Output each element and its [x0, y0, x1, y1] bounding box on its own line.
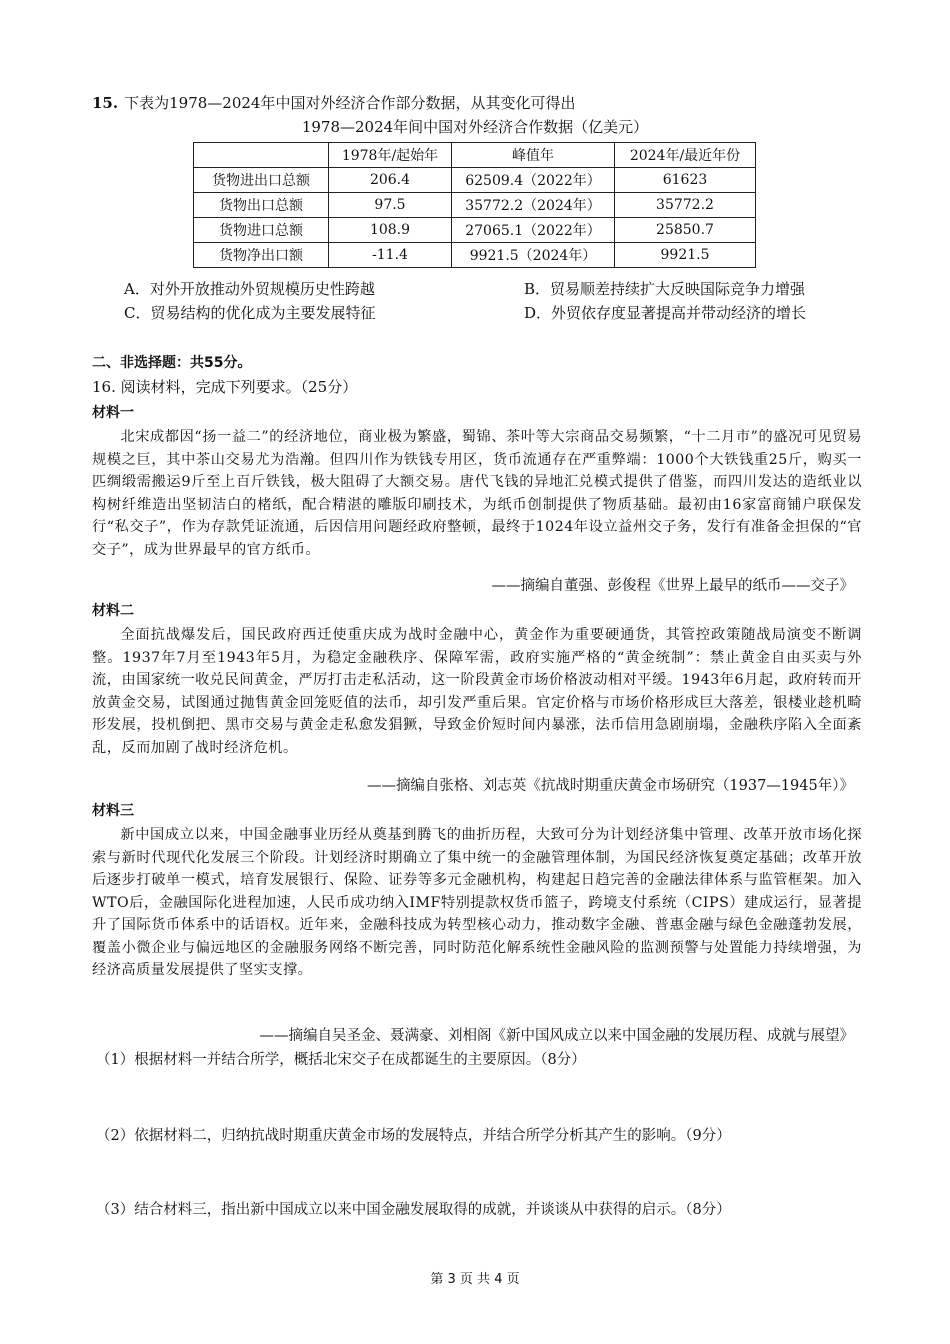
material-3-label: 材料三 [92, 803, 134, 819]
table-row [194, 168, 756, 193]
sub-question-3: （3）结合材料三，指出新中国成立以来中国金融发展取得的成就，并谈谈从中获得的启示。（8分） [96, 1202, 731, 1218]
table-cell: 25850.7 [615, 218, 756, 243]
table-cell: 27065.1（2022年） [452, 218, 615, 243]
table-cell: 35772.2 [615, 193, 756, 218]
table-row [194, 218, 756, 243]
table-cell: -11.4 [329, 243, 452, 268]
table-cell: 108.9 [329, 218, 452, 243]
table-cell: 35772.2（2024年） [452, 193, 615, 218]
question-15-stem [92, 92, 872, 114]
table-cell: 206.4 [329, 168, 452, 193]
material-1-text: 北宋成都因“扬一益二”的经济地位，商业极为繁盛，蜀锦、茶叶等大宗商品交易频繁，“十二月市”的盛况可见贸易规模之巨，其中茶山交易尤为浩瀚。但四川作为铁钱专用区，货币流通存在严重弊端：1000个大铁钱重25斤，购买一匹绸缎需搬运9斤至上百斤铁钱，极大阻碍了大额交易。唐代飞钱的异地汇兑模式提供了借鉴，而四川发达的造纸业以构树纤维造出坚韧洁白的楮纸，配合精湛的雕版印刷技术，为纸币创制提供了物质基础。最初由16家富商铺户联保发行“私交子”，作为存款凭证流通，后因信用问题经政府整顿，最终于1024年设立益州交子务，发行有准备金担保的“官交子”，成为世界最早的官方纸币。 [92, 429, 862, 558]
table-cell: 97.5 [329, 193, 452, 218]
option-a[interactable]: A．对外开放推动外贸规模历史性跨越 [124, 279, 375, 298]
table-cell: 9921.5（2024年） [452, 243, 615, 268]
table-row [194, 243, 756, 268]
material-2-source: ——摘编自张格、刘志英《抗战时期重庆黄金市场研究（1937—1945年）》 [366, 778, 854, 794]
option-c[interactable]: C．贸易结构的优化成为主要发展特征 [124, 303, 376, 322]
options-row [124, 300, 864, 324]
table-row [194, 193, 756, 218]
table-cell: 62509.4（2022年） [452, 168, 615, 193]
table-header-row [194, 143, 756, 168]
material-3-source: ——摘编自吴圣金、聂满豪、刘相阁《新中国风成立以来中国金融的发展历程、成就与展望》 [259, 1028, 854, 1044]
material-2-label: 材料二 [92, 603, 134, 619]
material-1-label: 材料一 [92, 405, 134, 421]
trade-data-table [193, 142, 756, 268]
option-b[interactable]: B．贸易顺差持续扩大反映国际竞争力增强 [524, 279, 806, 298]
material-3-text: 新中国成立以来，中国金融事业历经从奠基到腾飞的曲折历程，大致可分为计划经济集中管理、改革开放市场化探索与新时代现代化发展三个阶段。计划经济时期确立了集中统一的金融管理体制，为国民经济恢复奠定基础；改革开放后逐步打破单一模式，培育发展银行、保险、证券等多元金融机构，构建起日趋完善的金融法律体系与监管框架。加入WTO后，金融国际化进程加速，人民币成功纳入IMF特别提款权货币篮子，跨境支付系统（CIPS）建成运行，显著提升了国际货币体系中的话语权。近年来，金融科技成为转型核心动力，推动数字金融、普惠金融与绿色金融蓬勃发展，覆盖小微企业与偏远地区的金融服务网络不断完善，同时防范化解系统性金融风险的监测预警与处置能力持续增强，为经济高质量发展提供了坚实支撑。 [92, 827, 862, 978]
sub-question-1: （1）根据材料一并结合所学，概括北宋交子在成都诞生的主要原因。（8分） [96, 1052, 586, 1068]
answer-options [124, 276, 864, 324]
table-cell: 货物进口总额 [194, 218, 329, 243]
table-header-cell: 峰值年 [452, 143, 615, 168]
table-title: 1978—2024年间中国对外经济合作数据（亿美元） [301, 118, 649, 136]
material-2-text: 全面抗战爆发后，国民政府西迁使重庆成为战时金融中心，黄金作为重要硬通货，其管控政策随战局演变不断调整。1937年7月至1943年5月，为稳定金融秩序、保障军需，政府实施严格的“黄金统制”：禁止黄金自由买卖与外流，由国家统一收兑民间黄金，严厉打击走私活动，这一阶段黄金市场价格波动相对平缓。1943年6月起，政府转而开放黄金交易，试图通过抛售黄金回笼贬值的法币，却引发严重后果。官定价格与市场价格形成巨大落差，银楼业趁机畸形发展，投机倒把、黑市交易与黄金走私愈发猖獗，导致金价短时间内暴涨，法币信用急剧崩塌，金融秩序陷入全面紊乱，反而加剧了战时经济危机。 [92, 627, 862, 756]
table-cell: 61623 [615, 168, 756, 193]
question-stem-text: 下表为1978—2024年中国对外经济合作部分数据，从其变化可得出 [124, 94, 576, 112]
material-1-source: ——摘编自董强、彭俊程《世界上最早的纸币——交子》 [491, 578, 854, 594]
table-header-cell [194, 143, 329, 168]
question-number: 15. [92, 94, 119, 112]
option-d[interactable]: D．外贸依存度显著提高并带动经济的增长 [524, 303, 807, 322]
table-cell: 货物出口总额 [194, 193, 329, 218]
options-row [124, 276, 864, 300]
table-cell: 货物进出口总额 [194, 168, 329, 193]
table-header-cell: 1978年/起始年 [329, 143, 452, 168]
sub-question-2: （2）依据材料二，归纳抗战时期重庆黄金市场的发展特点，并结合所学分析其产生的影响。（9分） [96, 1128, 731, 1144]
table-cell: 9921.5 [615, 243, 756, 268]
table-cell: 货物净出口额 [194, 243, 329, 268]
page-footer: 第 3 页 共 4 页 [430, 1272, 520, 1287]
section-title: 二、非选择题：共55分。 [92, 355, 252, 371]
question-16-stem: 16. 阅读材料，完成下列要求。（25分） [92, 378, 358, 396]
table-header-cell: 2024年/最近年份 [615, 143, 756, 168]
